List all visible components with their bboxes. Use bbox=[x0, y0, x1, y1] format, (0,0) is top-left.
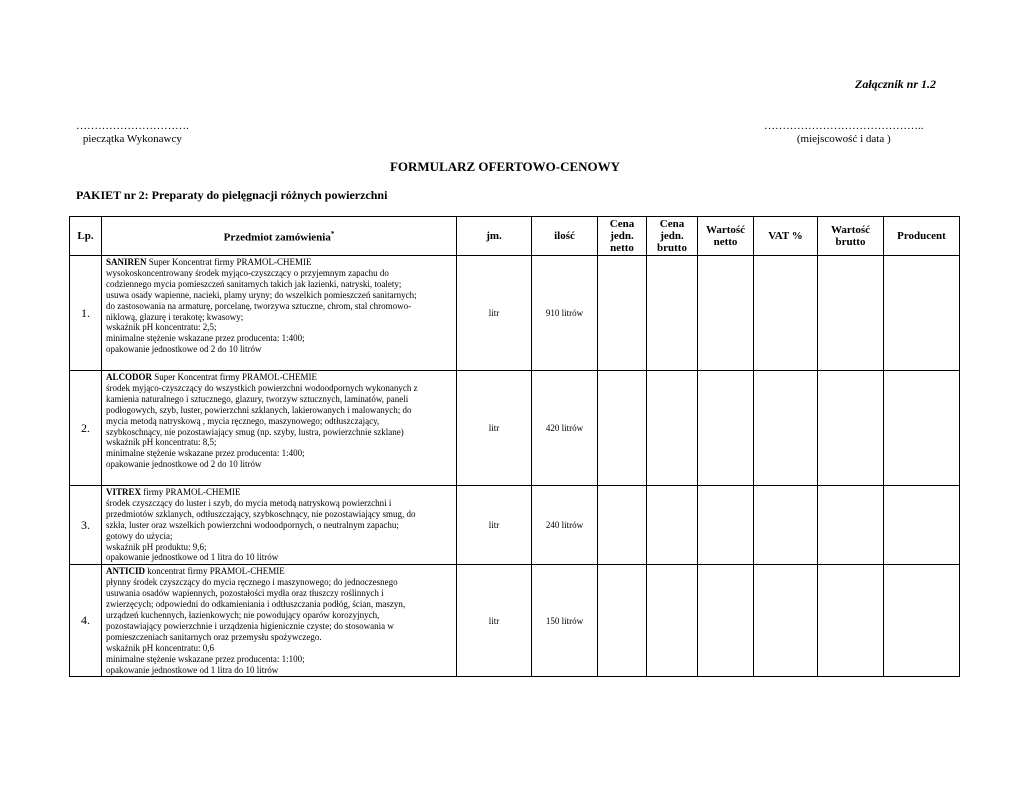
product-name: ANTICID bbox=[106, 566, 146, 577]
row-number: 3. bbox=[70, 486, 102, 565]
table-row bbox=[70, 256, 960, 371]
description-line: opakowanie jednostkowe od 1 litra do 10 litrów bbox=[106, 664, 279, 675]
unit-cell: litr bbox=[457, 371, 532, 486]
gross-unit-price-cell[interactable] bbox=[647, 371, 698, 486]
description-line: wskaźnik pH koncentratu: 8,5; bbox=[106, 437, 217, 448]
producer-cell[interactable] bbox=[884, 371, 960, 486]
header-text: brutto bbox=[835, 236, 866, 248]
producer-cell[interactable] bbox=[884, 486, 960, 565]
header-gross-value bbox=[818, 217, 884, 256]
product-name: ALCODOR bbox=[106, 372, 153, 382]
product-name-rest: firmy PRAMOL-CHEMIE bbox=[141, 487, 241, 497]
vat-cell[interactable] bbox=[754, 565, 818, 677]
vat-cell[interactable] bbox=[754, 371, 818, 486]
stamp-label: pieczątka Wykonawcy bbox=[82, 133, 182, 145]
header-text: Wartość bbox=[830, 224, 871, 236]
net-unit-price-cell[interactable] bbox=[598, 371, 647, 486]
product-name-rest: Super Koncentrat firmy PRAMOL-CHEMIE bbox=[146, 257, 312, 267]
description-line: niklową, glazurę i terakotę; kwasowy; bbox=[106, 311, 244, 322]
offer-table bbox=[69, 216, 960, 677]
product-name-line bbox=[106, 257, 453, 268]
header-text: Wartość bbox=[705, 224, 746, 236]
description-line: szkła, luster oraz wszelkich powierzchni wodoodpornych, o neutralnym zapachu; bbox=[106, 519, 399, 530]
unit-cell: litr bbox=[457, 486, 532, 565]
header-text: jedn. bbox=[610, 230, 634, 242]
product-name-rest: koncentrat firmy PRAMOL-CHEMIE bbox=[145, 566, 285, 577]
header-subject-mark: * bbox=[330, 230, 335, 239]
description-line: wskaźnik pH produktu: 9,6; bbox=[106, 541, 207, 552]
product-name-line bbox=[106, 372, 453, 383]
header-subject-text: Przedmiot zamówienia bbox=[223, 231, 331, 244]
description-line: gotowy do użycia; bbox=[106, 530, 173, 541]
description-line: minimalne stężenie wskazane przez producenta: 1:400; bbox=[106, 448, 305, 459]
row-number: 4. bbox=[70, 565, 102, 677]
header-text: Cena bbox=[659, 218, 685, 230]
description-line: pozostawiający powierzchnie i urządzenia higienicznie czyste; do stosowania w bbox=[106, 620, 394, 631]
place-date-field bbox=[764, 120, 924, 146]
quantity-cell: 910 litrów bbox=[532, 256, 598, 371]
table-row bbox=[70, 565, 960, 677]
description-line: minimalne stężenie wskazane przez producenta: 1:100; bbox=[106, 653, 305, 664]
stamp-dots: …………………………. bbox=[76, 120, 189, 132]
header-text: netto bbox=[610, 242, 634, 254]
product-name-rest: Super Koncentrat firmy PRAMOL-CHEMIE bbox=[152, 372, 317, 382]
description-line: środek czyszczący do luster i szyb, do mycia metodą natryskową powierzchni i bbox=[106, 497, 392, 508]
quantity-cell: 420 litrów bbox=[532, 371, 598, 486]
description-line: minimalne stężenie wskazane przez producenta: 1:400; bbox=[106, 333, 305, 344]
table-body bbox=[70, 256, 960, 677]
quantity-cell: 150 litrów bbox=[532, 565, 598, 677]
vat-cell[interactable] bbox=[754, 256, 818, 371]
description-line: przedmiotów szklanych, odtłuszczający, szybkoschnący, nie pozostawiający smug, do bbox=[106, 508, 416, 519]
description-line: usuwania osadów wapiennych, pozostałości mydła oraz tłuszczy roślinnych i bbox=[106, 588, 384, 599]
description-line: usuwa osady wapienne, nacieki, plamy uryny; do wszelkich pomieszczeń sanitarnych; bbox=[106, 289, 417, 300]
description-line: szybkoschnący, nie pozostawiający smug (np. szyby, lustra, powierzchnie szklane) bbox=[106, 426, 404, 437]
net-value-cell[interactable] bbox=[698, 256, 754, 371]
header-vat: VAT % bbox=[754, 217, 818, 256]
place-label: (miejscowość i data ) bbox=[796, 133, 891, 145]
description-line: opakowanie jednostkowe od 2 do 10 litrów bbox=[106, 344, 262, 355]
description-line: podłogowych, szyb, luster, powierzchni szklanych, lakierowanych i malowanych; do bbox=[106, 404, 412, 415]
gross-unit-price-cell[interactable] bbox=[647, 565, 698, 677]
gross-value-cell[interactable] bbox=[818, 371, 884, 486]
row-number: 1. bbox=[70, 256, 102, 371]
description-line: opakowanie jednostkowe od 1 litra do 10 litrów bbox=[106, 552, 279, 563]
header-text: jedn. bbox=[660, 230, 684, 242]
header-lp: Lp. bbox=[70, 217, 102, 256]
header-gross-unit-price bbox=[647, 217, 698, 256]
description-line: środek myjąco-czyszczący do wszystkich powierzchni wodoodpornych wykonanych z bbox=[106, 382, 418, 393]
quantity-cell: 240 litrów bbox=[532, 486, 598, 565]
product-description bbox=[102, 565, 457, 677]
description-line: mycia metodą natryskową , mycia ręcznego, maszynowego; odtłuszczający, bbox=[106, 415, 380, 426]
description-line: do zastosowania na armaturę, porcelanę, tworzywa sztuczne, chrom, stal chromowo- bbox=[106, 300, 412, 311]
row-number: 2. bbox=[70, 371, 102, 486]
description-line: wysokoskoncentrowany środek myjąco-czyszczący o przyjemnym zapachu do bbox=[106, 267, 389, 278]
package-title: PAKIET nr 2: Preparaty do pielęgnacji różnych powierzchni bbox=[76, 188, 388, 202]
header-quantity: ilość bbox=[532, 217, 598, 256]
table-header-row bbox=[70, 217, 960, 256]
description-line: urządzeń kuchennych, łazienkowych; nie powodujący oparów korozyjnych, bbox=[106, 609, 380, 620]
net-value-cell[interactable] bbox=[698, 486, 754, 565]
table-row bbox=[70, 371, 960, 486]
header-text: netto bbox=[713, 236, 738, 248]
description-line: pomieszczeniach sanitarnych oraz przemysłu spożywczego. bbox=[106, 631, 322, 642]
header-text: Cena bbox=[609, 218, 635, 230]
description-line: opakowanie jednostkowe od 2 do 10 litrów bbox=[106, 459, 262, 470]
gross-value-cell[interactable] bbox=[818, 565, 884, 677]
contractor-stamp-field bbox=[76, 120, 189, 146]
unit-cell: litr bbox=[457, 256, 532, 371]
header-text: brutto bbox=[657, 242, 687, 254]
description-line: wskaźnik pH koncentratu: 2,5; bbox=[106, 322, 217, 333]
producer-cell[interactable] bbox=[884, 565, 960, 677]
product-description bbox=[102, 486, 457, 565]
product-name: VITREX bbox=[106, 487, 142, 497]
description-line: kamienia naturalnego i sztucznego, glazury, tworzyw sztucznych, laminatów, paneli bbox=[106, 393, 409, 404]
product-name: SANIREN bbox=[106, 257, 147, 267]
net-value-cell[interactable] bbox=[698, 371, 754, 486]
gross-unit-price-cell[interactable] bbox=[647, 256, 698, 371]
header-subject bbox=[102, 217, 457, 256]
description-line: wskaźnik pH koncentratu: 0,6 bbox=[106, 642, 214, 653]
producer-cell[interactable] bbox=[884, 256, 960, 371]
header-net-unit-price bbox=[598, 217, 647, 256]
table-row bbox=[70, 486, 960, 565]
net-value-cell[interactable] bbox=[698, 565, 754, 677]
header-producer: Producent bbox=[884, 217, 960, 256]
description-line: codziennego mycia pomieszczeń sanitarnych takich jak łazienki, natryski, toalety; bbox=[106, 278, 402, 289]
product-description bbox=[102, 371, 457, 486]
gross-value-cell[interactable] bbox=[818, 486, 884, 565]
net-unit-price-cell[interactable] bbox=[598, 256, 647, 371]
header-net-value bbox=[698, 217, 754, 256]
header-unit: jm. bbox=[457, 217, 532, 256]
net-unit-price-cell[interactable] bbox=[598, 565, 647, 677]
description-line: płynny środek czyszczący do mycia ręcznego i maszynowego; do jednoczesnego bbox=[106, 577, 398, 588]
place-dots: …………………………………….. bbox=[764, 120, 924, 132]
attachment-label: Załącznik nr 1.2 bbox=[854, 77, 936, 91]
unit-cell: litr bbox=[457, 565, 532, 677]
product-name-line bbox=[106, 487, 453, 498]
product-description bbox=[102, 256, 457, 371]
gross-value-cell[interactable] bbox=[818, 256, 884, 371]
description-line: zwierzęcych; odpowiedni do odkamieniania i odtłuszczania podłóg, ścian, maszyn, bbox=[106, 599, 406, 610]
form-title: FORMULARZ OFERTOWO-CENOWY bbox=[389, 159, 621, 174]
product-name-line bbox=[106, 566, 453, 577]
gross-unit-price-cell[interactable] bbox=[647, 486, 698, 565]
vat-cell[interactable] bbox=[754, 486, 818, 565]
net-unit-price-cell[interactable] bbox=[598, 486, 647, 565]
